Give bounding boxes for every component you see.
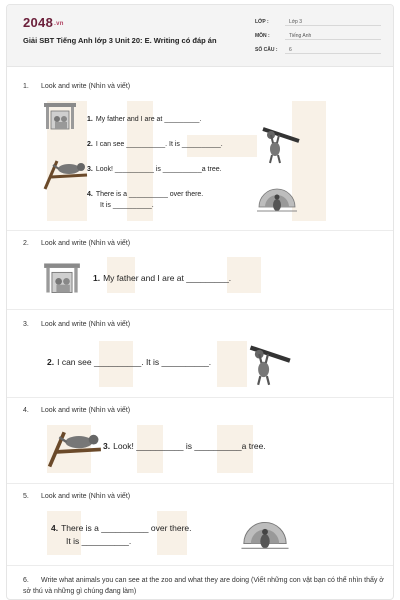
section-divider	[7, 565, 393, 566]
sentence-3: 3. Look! __________ is __________a tree.	[87, 166, 222, 173]
watermark-shape	[47, 511, 81, 555]
document-title: Giải SBT Tiếng Anh lớp 3 Unit 20: E. Writing có đáp án	[23, 36, 217, 45]
watermark-shape	[157, 511, 187, 555]
site-logo[interactable]: 2048.vn	[23, 15, 64, 30]
sentence-4b-repeat: It is __________.	[66, 536, 132, 546]
sentence-4a-repeat: 4. There is a __________ over there.	[51, 523, 192, 533]
watermark-shape	[227, 257, 261, 293]
monkey-icon	[243, 341, 293, 387]
question-4-heading: 4. Look and write (Nhìn và viết)	[23, 407, 131, 414]
zoo-icon	[43, 261, 81, 295]
question-2-heading: 2. Look and write (Nhìn và viết)	[23, 240, 131, 247]
sentence-2: 2. I can see __________. It is __________.	[87, 141, 223, 148]
sentence-4a: 4. There is a __________ over there.	[87, 191, 204, 198]
peacock-icon	[257, 181, 297, 215]
question-3-heading: 3. Look and write (Nhìn và viết)	[23, 321, 131, 328]
meta-subject: MÔN : Tiếng Anh	[255, 33, 387, 40]
meta-grade: LỚP : Lớp 3	[255, 19, 387, 26]
tiger-icon	[43, 155, 87, 191]
document-page	[6, 4, 394, 600]
monkey-icon	[257, 123, 301, 165]
question-5-heading: 5. Look and write (Nhìn và viết)	[23, 493, 131, 500]
document-header	[7, 5, 393, 67]
question-1-heading: 1. Look and write (Nhìn và viết)	[23, 83, 131, 90]
section-divider	[7, 397, 393, 398]
tiger-icon	[47, 425, 101, 469]
zoo-icon	[43, 101, 77, 131]
peacock-icon	[241, 513, 289, 553]
section-divider	[7, 483, 393, 484]
sentence-1-repeat: 1. My father and I are at _________.	[93, 273, 232, 283]
sentence-4b: It is __________.	[100, 202, 154, 209]
section-divider	[7, 309, 393, 310]
sentence-2-repeat: 2. I can see __________. It is __________.	[47, 357, 212, 367]
sentence-1: 1. My father and I are at _________.	[87, 116, 202, 123]
sentence-3-repeat: 3. Look! __________ is __________a tree.	[103, 441, 266, 451]
meta-question-count: SỐ CÂU : 6	[255, 47, 387, 54]
section-divider	[7, 230, 393, 231]
question-6-heading: 6. Write what animals you can see at the zoo and what they are doing (Viết những con vật bạn có thể nhìn thấy ở sở thú và những gì chúng đang làm)	[23, 577, 384, 595]
